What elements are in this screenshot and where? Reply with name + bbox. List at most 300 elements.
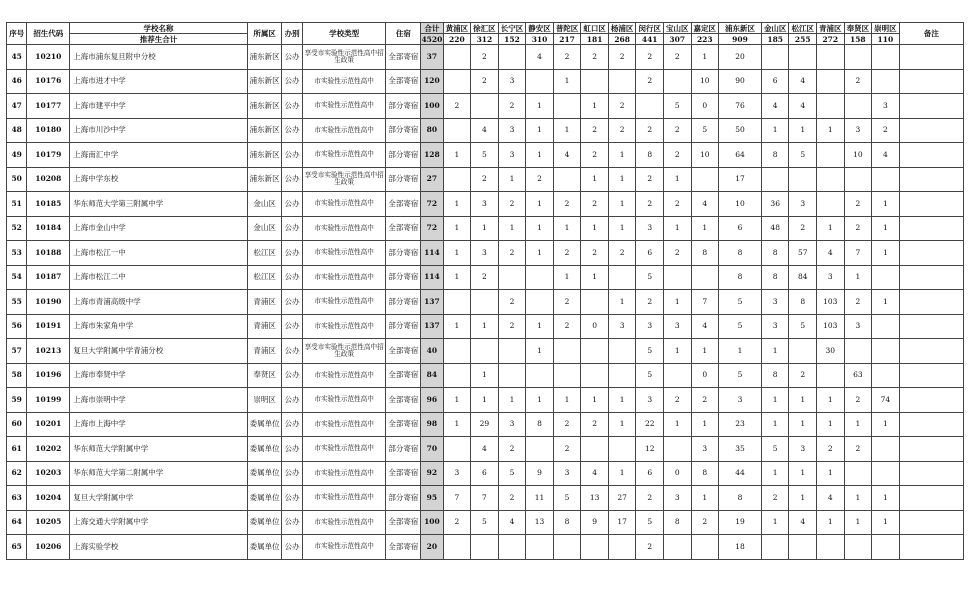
remarks-header: 备注 (899, 23, 963, 45)
row-district-count: 2 (636, 192, 664, 217)
row-run-by: 公办 (282, 94, 302, 119)
row-total: 20 (421, 535, 443, 560)
row-district-count: 3 (498, 412, 526, 437)
seq-header: 序号 (7, 23, 27, 45)
row-district-count (872, 69, 900, 94)
row-seq: 50 (7, 167, 27, 192)
row-district-count: 8 (636, 143, 664, 168)
row-run-by: 公办 (282, 461, 302, 486)
row-district-count: 2 (443, 94, 471, 119)
row-district-count: 2 (761, 486, 789, 511)
row-district-count (844, 94, 872, 119)
row-school-type: 市实验性示范性高中 (302, 241, 386, 266)
row-district-count (844, 461, 872, 486)
row-boarding: 部分寄宿 (386, 265, 421, 290)
row-boarding: 全部寄宿 (386, 69, 421, 94)
row-district-count: 1 (553, 265, 581, 290)
row-district-count: 2 (553, 241, 581, 266)
row-district-count (872, 437, 900, 462)
row-district-count (581, 69, 609, 94)
table-body (7, 45, 964, 560)
row-boarding: 全部寄宿 (386, 363, 421, 388)
row-district-count: 8 (691, 241, 719, 266)
row-district-count: 1 (608, 167, 636, 192)
row-seq: 61 (7, 437, 27, 462)
row-district-count: 1 (872, 241, 900, 266)
row-remarks (899, 143, 963, 168)
row-district-count: 2 (553, 314, 581, 339)
row-district-count: 2 (636, 45, 664, 70)
row-district-count: 1 (761, 339, 789, 364)
row-run-by: 公办 (282, 192, 302, 217)
row-boarding: 部分寄宿 (386, 241, 421, 266)
row-district-count: 1 (471, 363, 499, 388)
row-district-count: 6 (719, 216, 762, 241)
row-district-count (817, 69, 845, 94)
row-district-count (498, 363, 526, 388)
row-boarding: 全部寄宿 (386, 388, 421, 413)
row-district-count: 76 (719, 94, 762, 119)
row-seq: 59 (7, 388, 27, 413)
row-district-count (608, 265, 636, 290)
row-district-count: 1 (608, 143, 636, 168)
row-district-count: 5 (761, 437, 789, 462)
row-district-count: 8 (719, 486, 762, 511)
row-district-count: 1 (553, 216, 581, 241)
district-total-value: 152 (498, 34, 526, 45)
district-col-header: 青浦区 (817, 23, 845, 34)
row-district-count: 5 (636, 339, 664, 364)
row-boarding: 部分寄宿 (386, 486, 421, 511)
row-district-count: 1 (872, 192, 900, 217)
row-district-count (872, 314, 900, 339)
row-district-count (872, 265, 900, 290)
row-boarding: 全部寄宿 (386, 461, 421, 486)
row-district-count: 1 (719, 339, 762, 364)
row-district-count: 1 (443, 143, 471, 168)
row-district-count: 10 (844, 143, 872, 168)
row-district-count (817, 167, 845, 192)
row-district-count: 1 (817, 461, 845, 486)
table-row (7, 290, 964, 315)
district-total-value: 220 (443, 34, 471, 45)
row-school-name: 上海市崇明中学 (70, 388, 248, 413)
row-seq: 57 (7, 339, 27, 364)
row-school-name: 上海市金山中学 (70, 216, 248, 241)
row-district-count (581, 290, 609, 315)
row-district-count (663, 69, 691, 94)
row-district-count: 3 (553, 461, 581, 486)
row-code: 10184 (27, 216, 70, 241)
row-remarks (899, 241, 963, 266)
district-col-header: 长宁区 (498, 23, 526, 34)
row-district-count (872, 339, 900, 364)
row-district-count: 2 (636, 535, 664, 560)
row-school-name: 复旦大学附属中学 (70, 486, 248, 511)
district-col-header: 普陀区 (553, 23, 581, 34)
row-district-count: 8 (719, 241, 762, 266)
row-district-count (443, 437, 471, 462)
district-total-value: 110 (872, 34, 900, 45)
row-district-count: 3 (872, 94, 900, 119)
row-district-count: 2 (498, 241, 526, 266)
row-district-count (498, 45, 526, 70)
district-col-header: 黄浦区 (443, 23, 471, 34)
row-district-count (691, 265, 719, 290)
header-row-top (7, 23, 964, 34)
row-district-count: 2 (443, 510, 471, 535)
row-school-name: 上海南汇中学 (70, 143, 248, 168)
row-boarding: 全部寄宿 (386, 535, 421, 560)
row-district-count: 2 (553, 412, 581, 437)
row-district-count: 9 (581, 510, 609, 535)
district-total-value: 272 (817, 34, 845, 45)
row-district-count (471, 339, 499, 364)
row-district-count: 1 (817, 118, 845, 143)
table-row (7, 143, 964, 168)
row-code: 10177 (27, 94, 70, 119)
row-district-count (872, 363, 900, 388)
row-district: 委属单位 (247, 486, 282, 511)
table-row (7, 314, 964, 339)
row-remarks (899, 314, 963, 339)
row-district-count: 1 (526, 339, 554, 364)
row-district-count: 1 (761, 510, 789, 535)
row-district-count: 1 (443, 412, 471, 437)
row-district: 奉贤区 (247, 363, 282, 388)
row-district-count: 5 (636, 265, 664, 290)
row-district-count (761, 45, 789, 70)
row-district-count: 1 (526, 241, 554, 266)
row-school-name: 上海市奉贤中学 (70, 363, 248, 388)
row-district-count: 7 (691, 290, 719, 315)
row-district-count: 2 (636, 118, 664, 143)
row-district-count: 17 (719, 167, 762, 192)
row-district-count (608, 69, 636, 94)
row-district-count: 1 (761, 388, 789, 413)
row-district-count: 3 (663, 314, 691, 339)
table-row (7, 535, 964, 560)
row-district-count: 1 (443, 265, 471, 290)
row-school-name: 上海市上海中学 (70, 412, 248, 437)
row-district-count (471, 535, 499, 560)
district-total-value: 307 (663, 34, 691, 45)
row-district: 浦东新区 (247, 45, 282, 70)
row-district: 松江区 (247, 241, 282, 266)
row-run-by: 公办 (282, 510, 302, 535)
row-district-count: 0 (691, 363, 719, 388)
row-district-count (471, 290, 499, 315)
row-district-count (608, 339, 636, 364)
row-district-count: 3 (636, 388, 664, 413)
row-district-count: 4 (817, 241, 845, 266)
recommend-total-header: 推荐生合计 (70, 34, 248, 45)
row-district-count: 1 (443, 192, 471, 217)
row-seq: 48 (7, 118, 27, 143)
row-district-count: 9 (526, 461, 554, 486)
row-district: 青浦区 (247, 314, 282, 339)
row-code: 10191 (27, 314, 70, 339)
row-district-count (844, 339, 872, 364)
table-row (7, 241, 964, 266)
row-district-count (526, 290, 554, 315)
row-boarding: 全部寄宿 (386, 412, 421, 437)
row-school-type: 市实验性示范性高中 (302, 216, 386, 241)
enrollment-table (6, 22, 964, 560)
row-total: 95 (421, 486, 443, 511)
row-district-count: 3 (498, 118, 526, 143)
row-total: 114 (421, 265, 443, 290)
row-district-count: 10 (691, 143, 719, 168)
row-code: 10210 (27, 45, 70, 70)
row-district-count (526, 363, 554, 388)
row-district-count (844, 45, 872, 70)
row-district-count: 103 (817, 314, 845, 339)
row-remarks (899, 510, 963, 535)
row-district-count: 1 (789, 412, 817, 437)
row-district-count: 1 (526, 216, 554, 241)
row-district-count: 5 (636, 510, 664, 535)
code-header: 招生代码 (27, 23, 70, 45)
row-district-count: 0 (691, 94, 719, 119)
row-district-count: 4 (553, 143, 581, 168)
row-district-count: 2 (608, 241, 636, 266)
district-col-header: 宝山区 (663, 23, 691, 34)
district-col-header: 虹口区 (581, 23, 609, 34)
row-district-count (443, 118, 471, 143)
row-district-count: 2 (844, 69, 872, 94)
row-seq: 56 (7, 314, 27, 339)
row-run-by: 公办 (282, 314, 302, 339)
row-district-count: 1 (872, 510, 900, 535)
row-district-count: 2 (498, 314, 526, 339)
row-boarding: 全部寄宿 (386, 510, 421, 535)
row-district-count: 1 (526, 388, 554, 413)
row-district-count: 4 (691, 314, 719, 339)
row-district-count: 1 (844, 510, 872, 535)
row-district-count: 2 (581, 241, 609, 266)
row-district-count: 2 (844, 290, 872, 315)
row-district-count (789, 167, 817, 192)
row-code: 10201 (27, 412, 70, 437)
row-code: 10188 (27, 241, 70, 266)
row-run-by: 公办 (282, 143, 302, 168)
row-district-count: 3 (636, 216, 664, 241)
row-district-count: 3 (789, 192, 817, 217)
row-district-count: 1 (581, 388, 609, 413)
row-district-count: 7 (443, 486, 471, 511)
row-code: 10202 (27, 437, 70, 462)
row-district-count (817, 45, 845, 70)
row-district-count: 2 (844, 216, 872, 241)
header-row-bottom (7, 34, 964, 45)
row-school-type: 市实验性示范性高中 (302, 437, 386, 462)
row-remarks (899, 290, 963, 315)
row-seq: 58 (7, 363, 27, 388)
row-district-count: 1 (691, 216, 719, 241)
row-district-count: 2 (636, 69, 664, 94)
district-col-header: 奉贤区 (844, 23, 872, 34)
table-row (7, 167, 964, 192)
row-district-count (553, 94, 581, 119)
row-district-count (844, 535, 872, 560)
row-district-count: 4 (789, 94, 817, 119)
row-district-count: 5 (719, 363, 762, 388)
row-district-count: 20 (719, 45, 762, 70)
row-district-count: 57 (789, 241, 817, 266)
row-school-type: 市实验性示范性高中 (302, 94, 386, 119)
row-district-count (608, 535, 636, 560)
table-row (7, 265, 964, 290)
row-district-count (581, 437, 609, 462)
row-school-type: 享受市实验性示范性高中招生政策 (302, 339, 386, 364)
table-row (7, 339, 964, 364)
row-school-name: 华东师范大学第二附属中学 (70, 461, 248, 486)
row-district-count: 8 (761, 265, 789, 290)
row-school-name: 上海市朱家角中学 (70, 314, 248, 339)
row-district-count: 2 (691, 388, 719, 413)
row-district-count (691, 167, 719, 192)
row-district-count: 74 (872, 388, 900, 413)
row-code: 10205 (27, 510, 70, 535)
row-run-by: 公办 (282, 437, 302, 462)
row-run-by: 公办 (282, 363, 302, 388)
row-run-by: 公办 (282, 339, 302, 364)
row-district-count: 13 (581, 486, 609, 511)
row-district-count: 44 (719, 461, 762, 486)
row-district-count: 2 (471, 45, 499, 70)
row-boarding: 全部寄宿 (386, 339, 421, 364)
row-school-type: 市实验性示范性高中 (302, 69, 386, 94)
district-col-header: 松江区 (789, 23, 817, 34)
row-district-count: 2 (581, 45, 609, 70)
row-district-count: 2 (581, 143, 609, 168)
table-row (7, 510, 964, 535)
row-total: 27 (421, 167, 443, 192)
row-district-count: 1 (553, 69, 581, 94)
row-district: 金山区 (247, 216, 282, 241)
row-school-type: 市实验性示范性高中 (302, 388, 386, 413)
row-school-type: 享受市实验性示范性高中招生政策 (302, 167, 386, 192)
row-district-count: 1 (844, 412, 872, 437)
row-code: 10196 (27, 363, 70, 388)
row-district-count: 1 (526, 94, 554, 119)
row-district-count: 8 (761, 143, 789, 168)
row-district-count (498, 265, 526, 290)
row-total: 100 (421, 94, 443, 119)
row-district-count: 1 (581, 216, 609, 241)
row-district-count: 5 (553, 486, 581, 511)
table-row (7, 388, 964, 413)
row-district-count: 1 (844, 265, 872, 290)
row-district-count: 11 (526, 486, 554, 511)
row-district-count: 1 (663, 216, 691, 241)
row-district-count: 64 (719, 143, 762, 168)
row-district: 委属单位 (247, 412, 282, 437)
row-district-count: 2 (663, 388, 691, 413)
row-district-count: 1 (526, 192, 554, 217)
row-district-count: 2 (844, 388, 872, 413)
total-header: 合计 (421, 23, 443, 34)
row-district-count (498, 535, 526, 560)
row-district-count: 1 (663, 167, 691, 192)
row-district-count (526, 437, 554, 462)
row-seq: 63 (7, 486, 27, 511)
row-district-count: 2 (498, 486, 526, 511)
row-district-count: 2 (608, 118, 636, 143)
row-district-count: 2 (471, 69, 499, 94)
row-district-count: 5 (789, 314, 817, 339)
row-district-count: 5 (789, 143, 817, 168)
row-district-count: 1 (761, 461, 789, 486)
row-district-count: 1 (789, 118, 817, 143)
row-district-count: 1 (498, 167, 526, 192)
row-district-count (553, 535, 581, 560)
row-remarks (899, 437, 963, 462)
row-district-count: 1 (817, 388, 845, 413)
row-district-count: 1 (761, 118, 789, 143)
row-district-count: 1 (691, 412, 719, 437)
row-school-name: 华东师范大学第三附属中学 (70, 192, 248, 217)
row-district-count: 2 (636, 167, 664, 192)
district-total-value: 255 (789, 34, 817, 45)
row-district-count: 10 (691, 69, 719, 94)
row-district-count: 7 (844, 241, 872, 266)
row-district-count: 13 (526, 510, 554, 535)
row-district-count: 2 (471, 167, 499, 192)
row-district-count (443, 363, 471, 388)
row-district-count (608, 363, 636, 388)
row-total: 40 (421, 339, 443, 364)
district-col-header: 徐汇区 (471, 23, 499, 34)
row-district-count (663, 363, 691, 388)
row-district-count: 5 (498, 461, 526, 486)
row-district-count (817, 363, 845, 388)
row-district-count (581, 363, 609, 388)
row-district-count (872, 461, 900, 486)
row-district-count: 2 (498, 192, 526, 217)
row-boarding: 全部寄宿 (386, 216, 421, 241)
table-row (7, 461, 964, 486)
row-seq: 53 (7, 241, 27, 266)
row-total: 80 (421, 118, 443, 143)
row-district-count: 1 (526, 314, 554, 339)
row-district-count (789, 535, 817, 560)
row-district-count (817, 535, 845, 560)
row-district-count: 6 (636, 241, 664, 266)
row-district-count (663, 437, 691, 462)
row-district-count: 8 (663, 510, 691, 535)
row-total: 70 (421, 437, 443, 462)
row-district-count (526, 535, 554, 560)
row-district-count: 6 (761, 69, 789, 94)
row-district-count: 4 (581, 461, 609, 486)
row-district-count: 2 (844, 192, 872, 217)
row-district-count: 5 (663, 94, 691, 119)
row-seq: 64 (7, 510, 27, 535)
row-district-count: 3 (663, 486, 691, 511)
row-remarks (899, 363, 963, 388)
row-district-count: 1 (789, 486, 817, 511)
row-district-count: 4 (789, 69, 817, 94)
row-district-count: 29 (471, 412, 499, 437)
row-district-count: 1 (789, 388, 817, 413)
row-code: 10176 (27, 69, 70, 94)
row-code: 10208 (27, 167, 70, 192)
row-district-count: 1 (608, 290, 636, 315)
row-boarding: 全部寄宿 (386, 192, 421, 217)
row-district-count: 2 (636, 290, 664, 315)
